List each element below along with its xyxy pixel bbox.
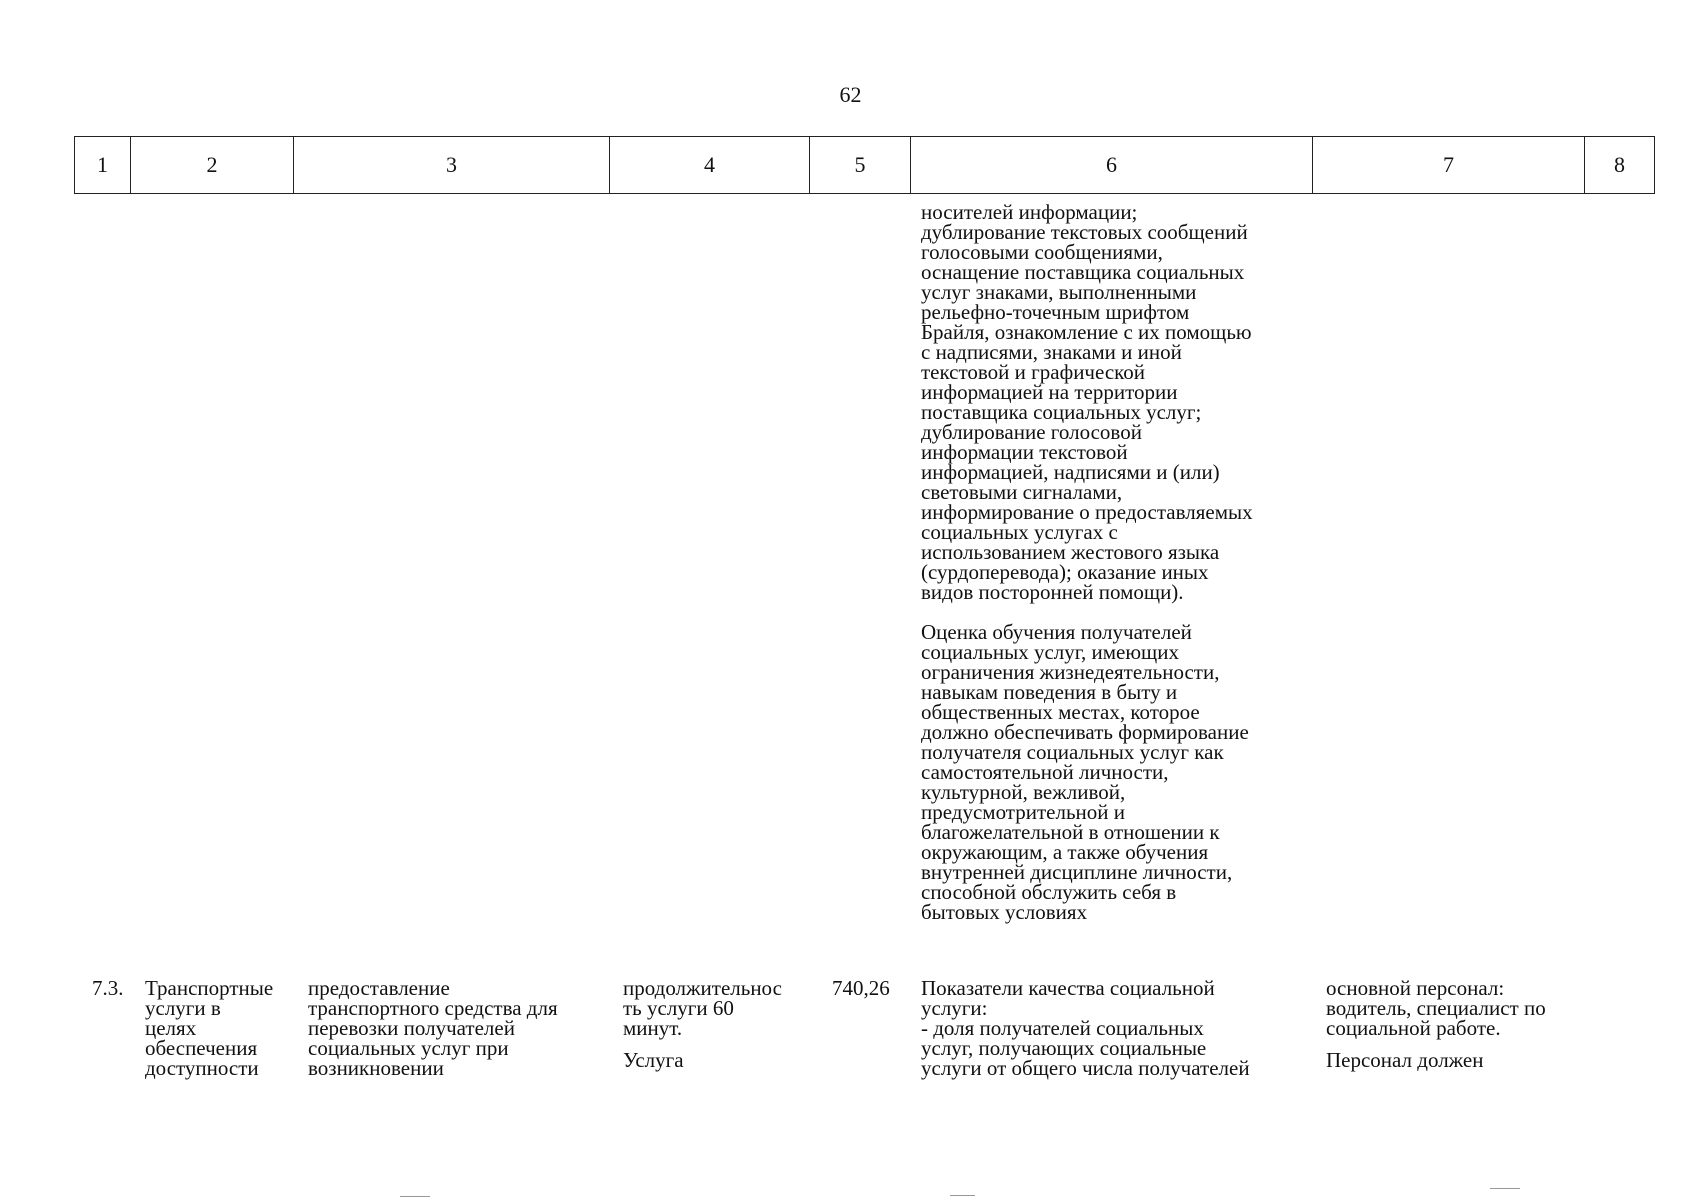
header-col-8: 8: [1585, 137, 1655, 194]
service-duration: продолжительнос ть услуги 60 минут.: [623, 976, 782, 1040]
continuation-paragraph-2: Оценка обучения получателей социальных услуг, имеющих ограничения жизнедеятельности, навыкам поведения в быту и общественных местах, которое должно обеспечивать формирование получателя социальных услуг как самостоятельной личности, культурной, вежливой, предусмотрительной и благожелательной в отношении к окружающим, а также обучения внутренней дисциплине личности, способной обслужить себя в бытовых условиях: [921, 620, 1249, 924]
service-description: предоставление транспортного средства для перевозки получателей социальных услуг при возникновении: [308, 976, 558, 1080]
quality-indicators: Показатели качества социальной услуги: - доля получателей социальных услуг, получающих социальные услуги от общего числа получателей: [921, 976, 1250, 1080]
service-name: Транспортные услуги в целях обеспечения доступности: [145, 976, 274, 1080]
service-unit: Услуга: [623, 1048, 684, 1072]
service-price: 740,26: [832, 976, 890, 1000]
page-number: 62: [839, 82, 862, 107]
staff-cell: [1326, 978, 1606, 1070]
table-header: [74, 136, 1655, 194]
scan-artifact: [1490, 1188, 1520, 1189]
header-col-4: 4: [610, 137, 810, 194]
column-6-continuation: [921, 202, 1321, 922]
header-col-3: 3: [294, 137, 610, 194]
header-col-1: 1: [75, 137, 131, 194]
continuation-paragraph-1: носителей информации; дублирование текстовых сообщений голосовыми сообщениями, оснащение поставщика социальных услуг знаками, выполненными рельефно-точечным шрифтом Брайля, ознакомление с их помощью с надписями, знаками и иной текстовой и графической информацией на территории поставщика социальных услуг; дублирование голосовой информации текстовой информацией, надписями и (или) световыми сигналами, информирование о предоставляемых социальных услугах с использованием жестового языка (сурдоперевода); оказание иных видов посторонней помощи).: [921, 200, 1253, 604]
service-duration-cell: [623, 978, 818, 1070]
staff-note: Персонал должен: [1326, 1048, 1484, 1072]
row-number: 7.3.: [92, 976, 124, 1000]
scan-artifact: [400, 1196, 430, 1197]
header-col-7: 7: [1313, 137, 1585, 194]
staff-info: основной персонал: водитель, специалист по социальной работе.: [1326, 976, 1546, 1040]
header-col-5: 5: [810, 137, 911, 194]
header-col-2: 2: [131, 137, 294, 194]
header-col-6: 6: [911, 137, 1313, 194]
scan-artifact: [950, 1195, 975, 1196]
